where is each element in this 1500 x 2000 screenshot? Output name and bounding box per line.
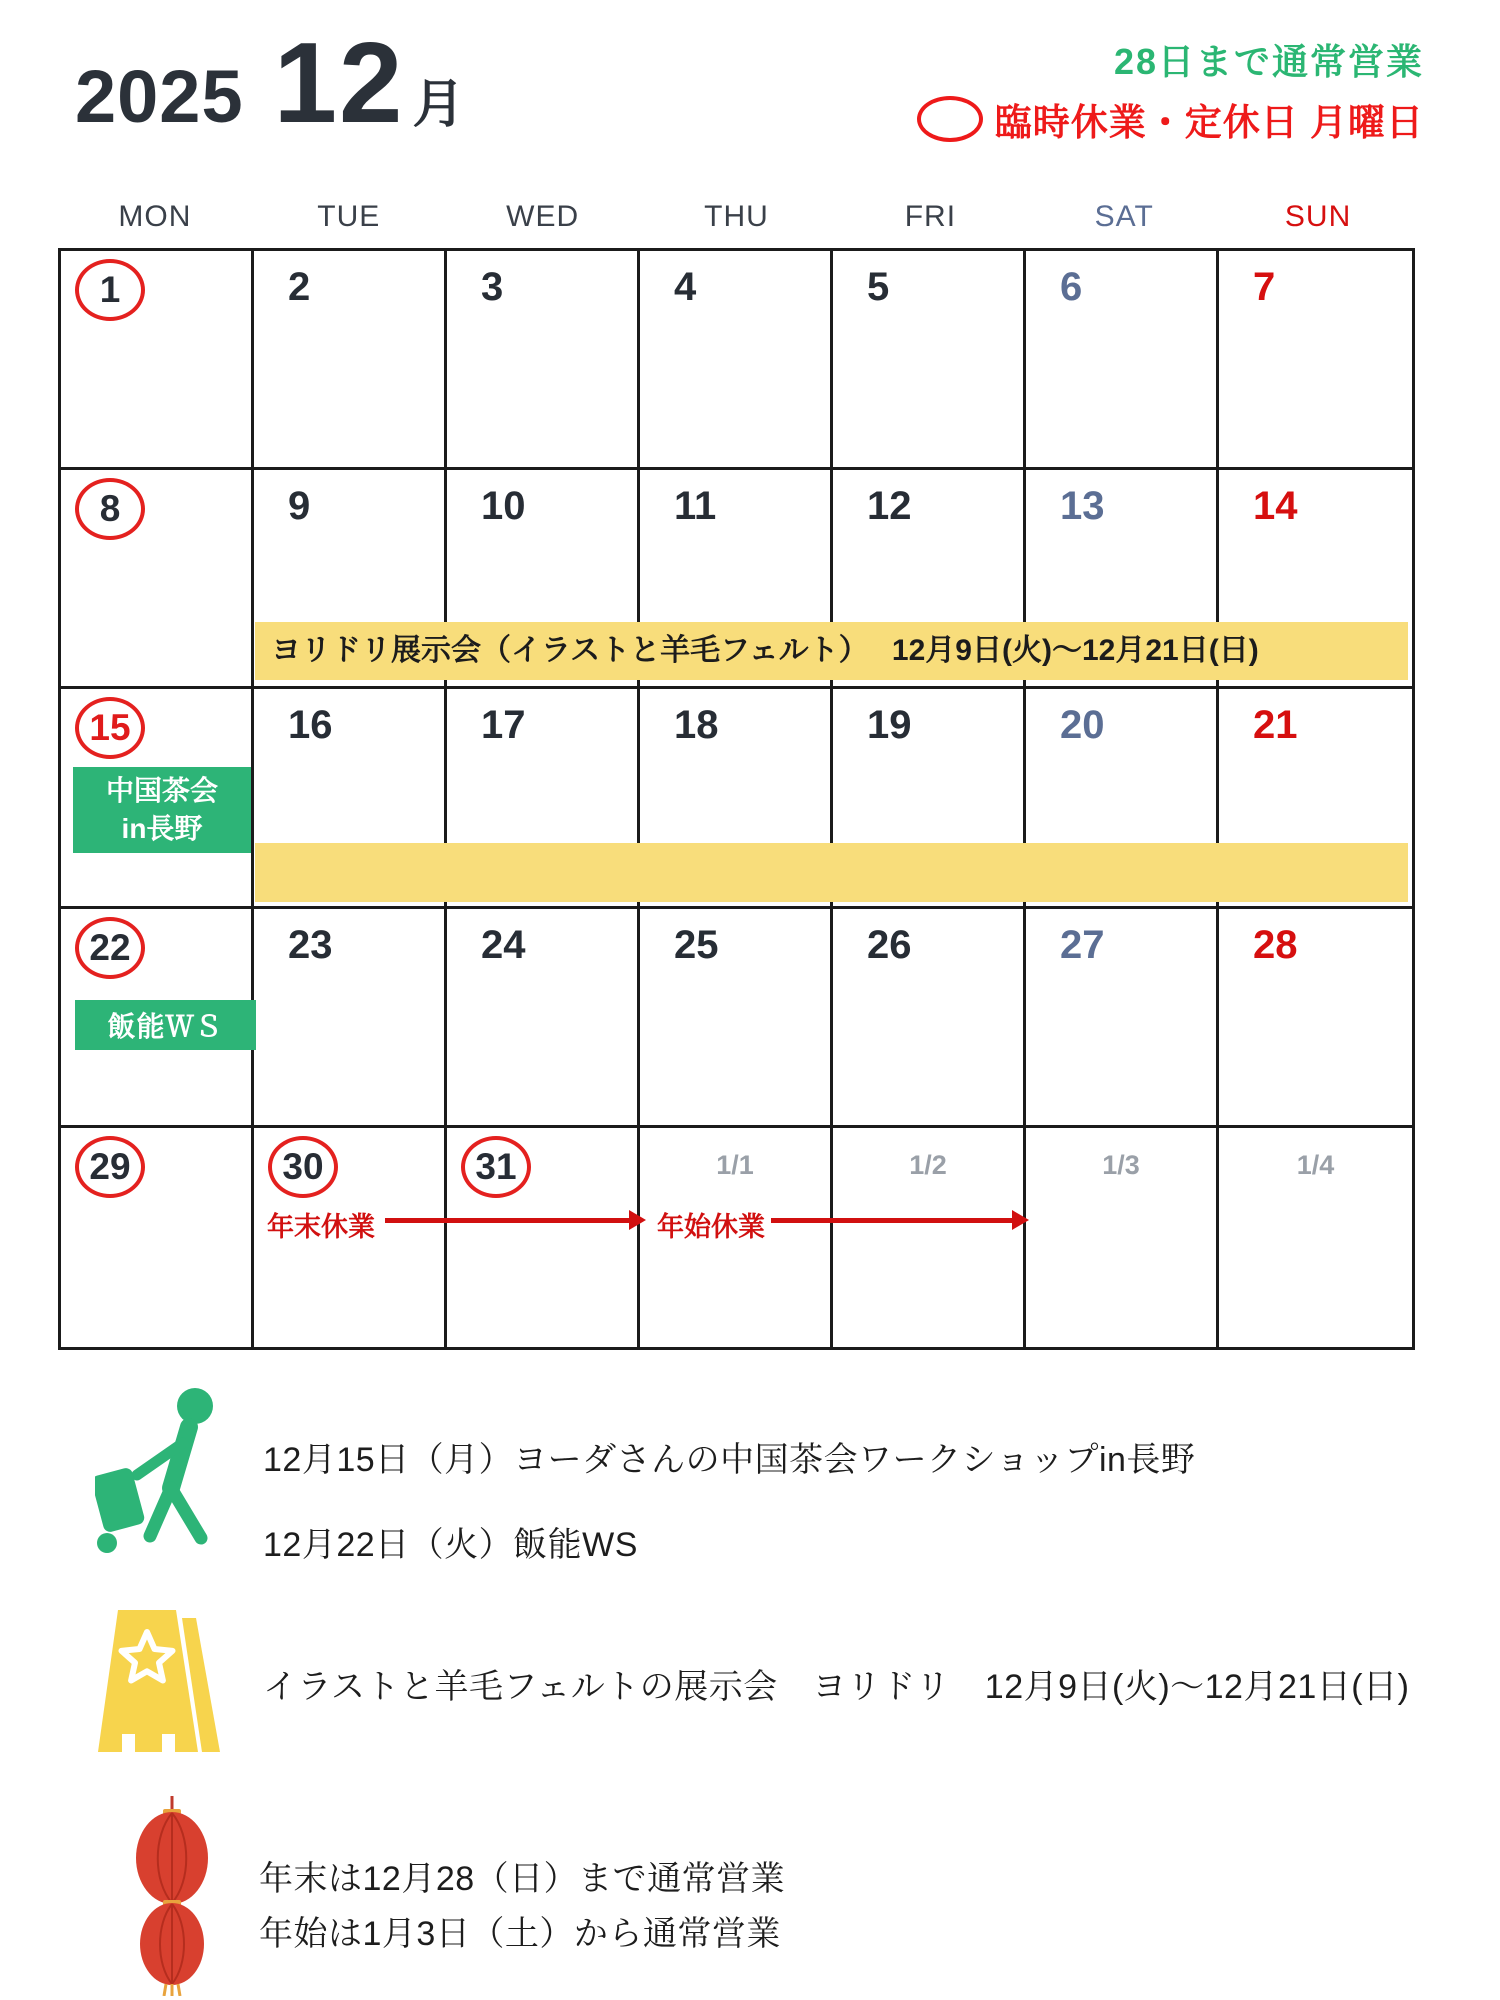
exhibition-banner: ヨリドリ展示会（イラストと羊毛フェルト） 12月9日(火)～12月21日(日)	[255, 622, 1408, 680]
weekday-header-thu: THU	[704, 200, 769, 233]
legend-line-newyear: 年始は1月3日（土）から通常営業	[259, 1915, 781, 1953]
calendar-cell-3	[447, 251, 640, 470]
date: 19	[867, 703, 912, 748]
date: 6	[1060, 265, 1083, 309]
date-circled: 31	[461, 1136, 531, 1198]
newyear-arrow-icon	[771, 1218, 1014, 1223]
legend-line-china-tea: 12月15日（月）ヨーダさんの中国茶会ワークショップin長野	[263, 1441, 1196, 1479]
calendar-cell-23	[254, 909, 447, 1128]
yearend-holiday-label: 年末休業	[267, 1212, 375, 1242]
calendar-cells	[58, 248, 1415, 1350]
weekday-header-fri: FRI	[904, 200, 957, 233]
date: 17	[481, 703, 526, 748]
notice-closed-text: 臨時休業・定休日 月曜日	[994, 102, 1424, 143]
legend-line-yearend: 年末は12月28（日）まで通常営業	[259, 1860, 786, 1898]
date: 1/4	[1296, 1149, 1335, 1180]
event-china-tea-line2: in長野	[121, 813, 203, 844]
title-month-suffix: 月	[412, 76, 465, 134]
weekday-header-mon: MON	[118, 200, 192, 233]
calendar-cell-25	[640, 909, 833, 1128]
date-circled: 8	[75, 478, 145, 540]
date-circled: 15	[75, 697, 145, 759]
calendar-cell-26	[833, 909, 1026, 1128]
lantern-icon	[133, 1796, 211, 2000]
date: 16	[288, 703, 333, 748]
date: 3	[481, 265, 504, 309]
date: 28	[1253, 922, 1298, 967]
date: 23	[288, 922, 333, 967]
event-china-tea-line1: 中国茶会	[105, 775, 218, 807]
date: 12	[867, 484, 912, 529]
calendar-grid	[58, 248, 1415, 1350]
date-circled: 1	[75, 259, 145, 321]
event-hanno-ws-box: 飯能ＷＳ	[75, 1000, 256, 1050]
calendar-cell-31	[447, 1128, 640, 1347]
date: 9	[288, 484, 311, 529]
legend-line-hanno-ws: 12月22日（火）飯能WS	[263, 1526, 638, 1564]
calendar-cell-1-2	[833, 1128, 1026, 1347]
calendar-cell-1	[61, 251, 254, 470]
weekday-header-wed: WED	[506, 200, 580, 233]
date: 10	[481, 484, 526, 529]
title-month: 12	[273, 20, 405, 147]
calendar-cell-1-4	[1219, 1128, 1412, 1347]
date: 24	[481, 922, 526, 967]
date: 5	[867, 265, 890, 309]
date-circled: 29	[75, 1136, 145, 1198]
calendar-cell-4	[640, 251, 833, 470]
calendar-cell-8	[61, 470, 254, 689]
calendar-cell-28	[1219, 909, 1412, 1128]
calendar-cell-27	[1026, 909, 1219, 1128]
calendar-cell-5	[833, 251, 1026, 470]
calendar-cell-2	[254, 251, 447, 470]
notice-closed-legend	[917, 92, 1424, 146]
closed-day-circle-icon	[917, 96, 983, 142]
calendar-cell-29	[61, 1128, 254, 1347]
calendar-cell-1-3	[1026, 1128, 1219, 1347]
date: 4	[674, 265, 697, 309]
notice-normal-business: 28日まで通常営業	[1113, 41, 1424, 82]
date: 20	[1060, 703, 1105, 748]
date: 26	[867, 922, 912, 967]
legend-line-exhibition: イラストと羊毛フェルトの展示会 ヨリドリ 12月9日(火)～12月21日(日)	[263, 1668, 1410, 1706]
date: 21	[1253, 703, 1298, 748]
event-china-tea-box	[73, 767, 251, 853]
calendar-cell-24	[447, 909, 640, 1128]
date: 7	[1253, 265, 1276, 309]
date: 1/1	[716, 1149, 754, 1180]
date: 1/2	[909, 1149, 947, 1180]
title-year: 2025	[75, 55, 244, 138]
sign-icon	[98, 1606, 238, 1761]
newyear-holiday-label: 年始休業	[657, 1212, 765, 1242]
date: 25	[674, 922, 719, 967]
date: 18	[674, 703, 719, 748]
date: 14	[1253, 484, 1298, 529]
date: 13	[1060, 484, 1105, 529]
traveler-icon	[95, 1385, 265, 1570]
page-title	[75, 18, 464, 149]
date: 1/3	[1102, 1149, 1140, 1180]
calendar-cell-7	[1219, 251, 1412, 470]
weekday-header-sun: SUN	[1284, 200, 1352, 233]
weekday-header-sat: SAT	[1094, 200, 1154, 233]
date-circled: 30	[268, 1136, 338, 1198]
date-circled: 22	[75, 917, 145, 979]
date: 27	[1060, 922, 1105, 967]
yearend-arrow-icon	[385, 1218, 631, 1223]
weekday-header-tue: TUE	[317, 200, 381, 233]
calendar-cell-6	[1026, 251, 1219, 470]
date: 11	[674, 484, 717, 529]
date: 2	[288, 265, 311, 309]
weekday-header-row	[58, 200, 1415, 234]
exhibition-banner-continuation	[255, 843, 1408, 902]
